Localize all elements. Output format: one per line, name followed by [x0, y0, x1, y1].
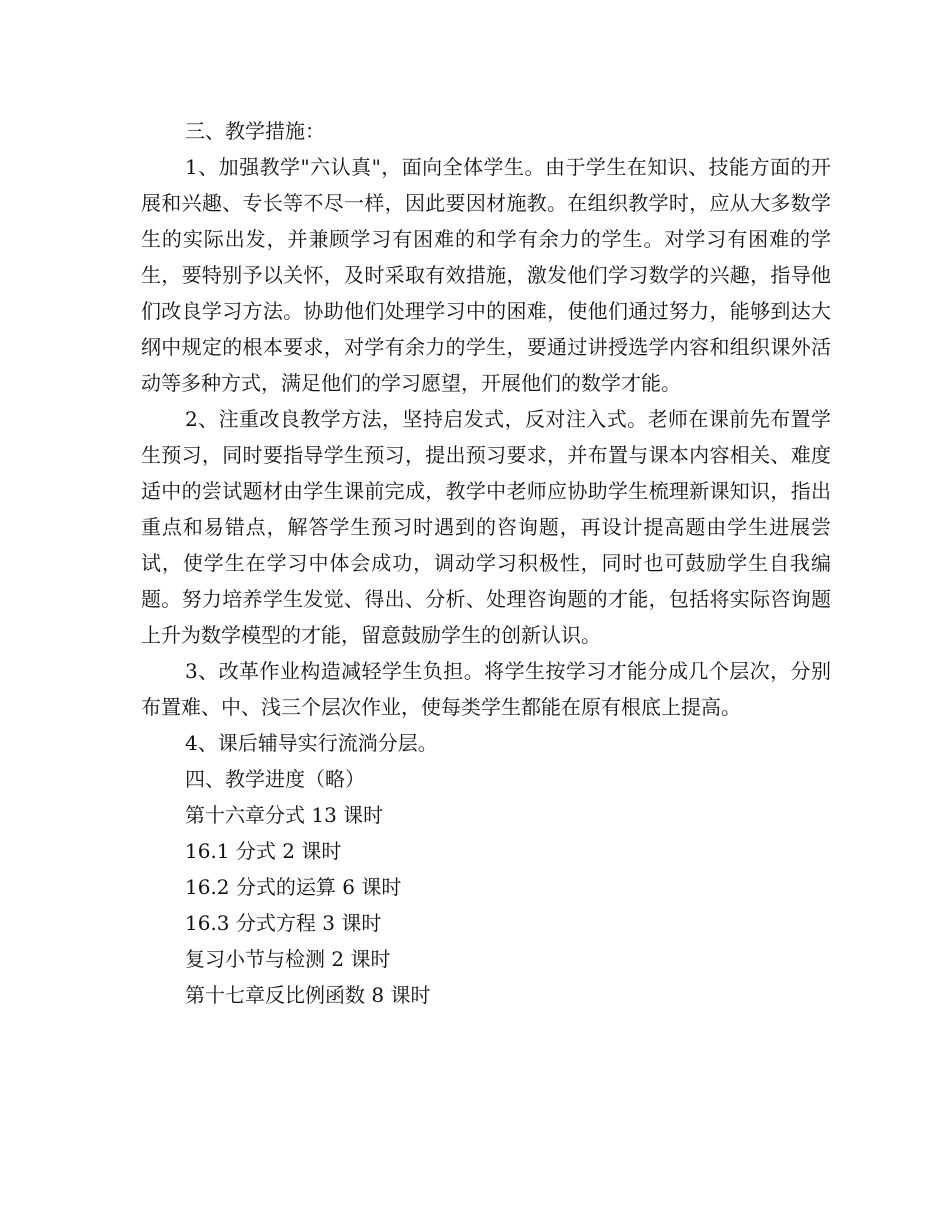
schedule-item: 16.1 分式 2 课时	[185, 839, 342, 863]
schedule-item: 第十七章反比例函数 8 课时	[185, 983, 431, 1007]
schedule-item: 16.2 分式的运算 6 课时	[185, 875, 402, 899]
section-heading-measures: 三、教学措施：	[185, 119, 325, 143]
schedule-item: 复习小节与检测 2 课时	[185, 947, 391, 971]
schedule-item: 第十六章分式 13 课时	[185, 803, 384, 827]
section-heading-schedule: 四、教学进度（略）	[185, 767, 365, 791]
document-body	[141, 113, 831, 1013]
measure-paragraph-4: 4、课后辅导实行流淌分层。	[185, 731, 438, 755]
schedule-item: 16.3 分式方程 3 课时	[185, 911, 382, 935]
measure-paragraph-3: 3、改革作业构造减轻学生负担。将学生按学习才能分成几个层次，分别布置难、中、浅三个层次作业，使每类学生都能在原有根底上提高。	[141, 659, 831, 719]
measure-paragraph-2: 2、注重改良教学方法，坚持启发式，反对注入式。老师在课前先布置学生预习，同时要指导学生预习，提出预习要求，并布置与课本内容相关、难度适中的尝试题材由学生课前完成，教学中老师应协助学生梳理新课知识，指出重点和易错点，解答学生预习时遇到的咨询题，再设计提高题由学生进展尝试，使学生在学习中体会成功，调动学习积极性，同时也可鼓励学生自我编题。努力培养学生发觉、得出、分析、处理咨询题的才能，包括将实际咨询题上升为数学模型的才能，留意鼓励学生的创新认识。	[141, 407, 831, 647]
measure-paragraph-1: 1、加强教学"六认真"，面向全体学生。由于学生在知识、技能方面的开展和兴趣、专长等不尽一样，因此要因材施教。在组织教学时，应从大多数学生的实际出发，并兼顾学习有困难的和学有余力的学生。对学习有困难的学生，要特别予以关怀，及时采取有效措施，激发他们学习数学的兴趣，指导他们改良学习方法。协助他们处理学习中的困难，使他们通过努力，能够到达大纲中规定的根本要求，对学有余力的学生，要通过讲授选学内容和组织课外活动等多种方式，满足他们的学习愿望，开展他们的数学才能。	[141, 155, 831, 395]
